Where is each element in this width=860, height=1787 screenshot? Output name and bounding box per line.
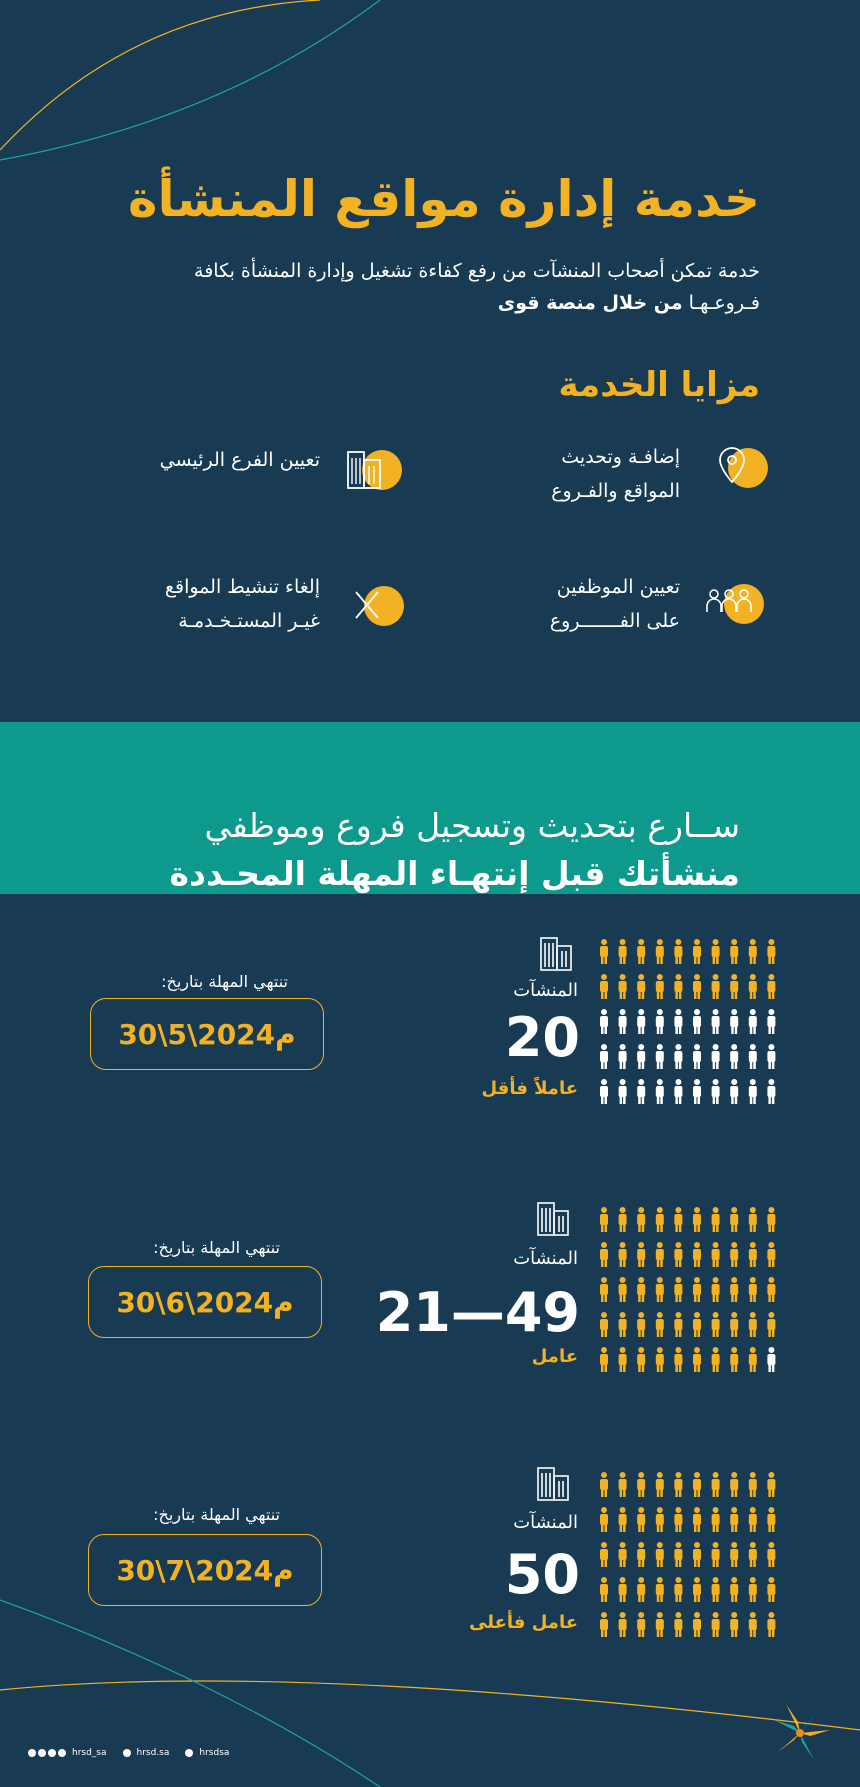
person-icon [674, 1472, 682, 1497]
person-icon [730, 1312, 738, 1337]
person-icon [656, 1347, 664, 1372]
person-icon [600, 1507, 608, 1532]
person-icon [656, 1079, 664, 1104]
person-icon [749, 1277, 757, 1302]
person-icon [637, 974, 645, 999]
person-icon [619, 1079, 627, 1104]
person-icon [637, 1079, 645, 1104]
snapchat-group [185, 1748, 229, 1758]
close-x-icon [348, 578, 412, 634]
person-icon [730, 974, 738, 999]
snapchat-icon [185, 1749, 193, 1757]
footer-handle-3: hrsdsa [199, 1748, 230, 1758]
intro-text [80, 255, 760, 319]
person-icon [656, 1612, 664, 1637]
tier-3-number: 50 [504, 1543, 580, 1606]
person-icon [712, 1079, 720, 1104]
person-icon [674, 1612, 682, 1637]
feature-assign-main-branch: تعيين الفرع الرئيسي [159, 449, 320, 471]
person-icon [656, 939, 664, 964]
person-icon [637, 939, 645, 964]
person-icon [656, 1542, 664, 1567]
person-icon [656, 1009, 664, 1034]
person-icon [600, 1044, 608, 1069]
person-icon [674, 1277, 682, 1302]
person-icon [730, 1207, 738, 1232]
banner-line-2: منشأتك قبل إنتهـاء المهلة المحـددة [169, 854, 740, 893]
feature-deactivate-locations: إلغاء تنشيط المواقع غيـر المستـخـدمـة [164, 576, 320, 632]
person-icon [730, 1242, 738, 1267]
page-title: خدمة إدارة مواقع المنشأة [127, 170, 760, 228]
person-icon [767, 1612, 775, 1637]
person-icon [619, 974, 627, 999]
tier-1-deadline-label: تنتهي المهلة بتاريخ: [161, 972, 288, 991]
person-icon [619, 1347, 627, 1372]
tier-2-sub: عامل [531, 1346, 578, 1367]
person-icon [749, 1242, 757, 1267]
person-icon [693, 1577, 701, 1602]
person-icon [656, 1242, 664, 1267]
person-icon [674, 1079, 682, 1104]
person-icon [619, 1044, 627, 1069]
tier-3-deadline-box [88, 1534, 322, 1606]
youtube-icon [38, 1749, 46, 1757]
person-icon [693, 1277, 701, 1302]
person-icon [749, 1312, 757, 1337]
building-icon [340, 442, 404, 498]
footer-social [28, 1748, 229, 1758]
person-icon [674, 1044, 682, 1069]
employees-icon [700, 576, 764, 632]
footer-handle-1: hrsd_sa [72, 1748, 107, 1758]
person-icon [749, 1507, 757, 1532]
person-icon [749, 1347, 757, 1372]
person-icon [637, 1577, 645, 1602]
person-icon [637, 1207, 645, 1232]
person-icon [674, 1542, 682, 1567]
features-title: مزايا الخدمة [558, 365, 760, 405]
person-icon [767, 1542, 775, 1567]
person-icon [619, 1612, 627, 1637]
person-icon [656, 1312, 664, 1337]
people-grid-svg [595, 1205, 785, 1380]
person-icon [712, 1542, 720, 1567]
tier-3-people-grid [595, 1470, 785, 1645]
person-icon [693, 1242, 701, 1267]
person-icon [767, 1312, 775, 1337]
person-icon [656, 1044, 664, 1069]
person-icon [712, 1312, 720, 1337]
person-icon [656, 1207, 664, 1232]
person-icon [693, 939, 701, 964]
tier-building-icon [535, 1200, 571, 1242]
person-icon [693, 1472, 701, 1497]
person-icon [656, 1277, 664, 1302]
person-icon [749, 974, 757, 999]
person-icon [767, 1009, 775, 1034]
person-icon [674, 1507, 682, 1532]
person-icon [674, 939, 682, 964]
person-icon [767, 974, 775, 999]
person-icon [712, 1277, 720, 1302]
person-icon [637, 1044, 645, 1069]
person-icon [730, 1542, 738, 1567]
person-icon [674, 1347, 682, 1372]
person-icon [749, 1612, 757, 1637]
tier-2-deadline-box [88, 1266, 322, 1338]
person-icon [730, 1277, 738, 1302]
person-icon [767, 1347, 775, 1372]
person-icon [619, 1312, 627, 1337]
person-icon [767, 1242, 775, 1267]
person-icon [712, 1009, 720, 1034]
person-icon [600, 1277, 608, 1302]
person-icon [637, 1507, 645, 1532]
person-icon [619, 1242, 627, 1267]
person-icon [674, 1242, 682, 1267]
person-icon [730, 1044, 738, 1069]
person-icon [600, 939, 608, 964]
person-icon [674, 1207, 682, 1232]
tier-3-deadline: 30\7\2024م [116, 1553, 294, 1587]
intro-line-2-plain: فـروعـهـا [682, 292, 760, 314]
person-icon [600, 1472, 608, 1497]
person-icon [600, 1207, 608, 1232]
intro-line-2 [80, 287, 760, 319]
person-icon [730, 1507, 738, 1532]
tier-building-icon [538, 935, 574, 977]
person-icon [600, 974, 608, 999]
tier-2-number: 49—21 [375, 1281, 580, 1344]
person-icon [619, 1542, 627, 1567]
person-icon [712, 1507, 720, 1532]
person-icon [693, 974, 701, 999]
tier-1-deadline-box [90, 998, 324, 1070]
person-icon [712, 974, 720, 999]
person-icon [767, 1507, 775, 1532]
person-icon [637, 1277, 645, 1302]
person-icon [730, 1009, 738, 1034]
person-icon [730, 1079, 738, 1104]
person-icon [749, 1044, 757, 1069]
tier-1-deadline: 30\5\2024م [118, 1017, 296, 1051]
person-icon [619, 1277, 627, 1302]
person-icon [619, 1507, 627, 1532]
person-icon [600, 1079, 608, 1104]
tier-1-people-grid [595, 937, 785, 1112]
person-icon [619, 939, 627, 964]
person-icon [693, 1207, 701, 1232]
person-icon [637, 1312, 645, 1337]
person-icon [600, 1242, 608, 1267]
person-icon [637, 1542, 645, 1567]
person-icon [674, 1009, 682, 1034]
person-icon [767, 1577, 775, 1602]
person-icon [637, 1242, 645, 1267]
person-icon [693, 1009, 701, 1034]
person-icon [637, 1612, 645, 1637]
person-icon [749, 1207, 757, 1232]
person-icon [637, 1009, 645, 1034]
person-icon [730, 1472, 738, 1497]
person-icon [600, 1612, 608, 1637]
person-icon [600, 1347, 608, 1372]
person-icon [730, 1612, 738, 1637]
person-icon [712, 1347, 720, 1372]
person-icon [749, 1577, 757, 1602]
person-icon [656, 1507, 664, 1532]
person-icon [600, 1577, 608, 1602]
tier-1-sub: عاملاً فأقل [481, 1078, 578, 1099]
person-icon [637, 1347, 645, 1372]
person-icon [600, 1312, 608, 1337]
person-icon [619, 1472, 627, 1497]
person-icon [712, 939, 720, 964]
x-icon [28, 1749, 36, 1757]
person-icon [656, 1577, 664, 1602]
person-icon [749, 939, 757, 964]
facebook-icon [48, 1749, 56, 1757]
person-icon [674, 974, 682, 999]
person-icon [656, 974, 664, 999]
person-icon [767, 1079, 775, 1104]
person-icon [600, 1542, 608, 1567]
tier-building-icon [535, 1465, 571, 1507]
person-icon [619, 1009, 627, 1034]
tiktok-group [123, 1748, 170, 1758]
person-icon [693, 1612, 701, 1637]
tier-1-label: المنشآت [513, 980, 578, 1001]
person-icon [767, 1207, 775, 1232]
person-icon [693, 1312, 701, 1337]
person-icon [749, 1542, 757, 1567]
tier-2-deadline: 30\6\2024م [116, 1285, 294, 1319]
feature-assign-employees: تعيين الموظفين على الفـــــــروع [549, 576, 680, 632]
banner-line-1: ســارع بتحديث وتسجيل فروع وموظفي [204, 806, 740, 845]
person-icon [674, 1577, 682, 1602]
person-icon [767, 1277, 775, 1302]
person-icon [767, 1472, 775, 1497]
feature-add-update-locations: إضافـة وتحديث المواقع والفـروع [551, 446, 680, 502]
tiktok-icon [123, 1749, 131, 1757]
person-icon [619, 1577, 627, 1602]
tier-2-people-grid [595, 1205, 785, 1380]
person-icon [712, 1472, 720, 1497]
person-icon [693, 1079, 701, 1104]
tier-1-number: 20 [504, 1006, 580, 1069]
person-icon [767, 1044, 775, 1069]
social-icons [28, 1748, 107, 1758]
person-icon [693, 1044, 701, 1069]
person-icon [712, 1612, 720, 1637]
person-icon [749, 1079, 757, 1104]
person-icon [693, 1507, 701, 1532]
person-icon [767, 939, 775, 964]
person-icon [619, 1207, 627, 1232]
banner-text [170, 754, 740, 946]
person-icon [730, 1347, 738, 1372]
person-icon [637, 1472, 645, 1497]
location-pin-icon [708, 440, 772, 496]
person-icon [712, 1577, 720, 1602]
intro-line-2-bold: من خلال منصة قوى [497, 292, 683, 314]
person-icon [730, 939, 738, 964]
tier-3-label: المنشآت [513, 1512, 578, 1533]
people-grid-svg [595, 937, 785, 1112]
person-icon [712, 1207, 720, 1232]
person-icon [712, 1242, 720, 1267]
person-icon [693, 1347, 701, 1372]
person-icon [674, 1312, 682, 1337]
people-grid-svg [595, 1470, 785, 1645]
person-icon [600, 1009, 608, 1034]
tier-2-label: المنشآت [513, 1248, 578, 1269]
intro-line-1: خدمة تمكن أصحاب المنشآت من رفع كفاءة تشغيل وإدارة المنشأة بكافة [194, 260, 760, 282]
person-icon [749, 1472, 757, 1497]
tier-3-deadline-label: تنتهي المهلة بتاريخ: [153, 1505, 280, 1524]
person-icon [730, 1577, 738, 1602]
tier-2-deadline-label: تنتهي المهلة بتاريخ: [153, 1238, 280, 1257]
tier-3-sub: عامل فأعلى [469, 1612, 578, 1633]
person-icon [656, 1472, 664, 1497]
person-icon [693, 1542, 701, 1567]
person-icon [712, 1044, 720, 1069]
instagram-icon [58, 1749, 66, 1757]
footer-handle-2: hrsd.sa [136, 1748, 170, 1758]
ministry-logo [764, 1700, 836, 1766]
person-icon [749, 1009, 757, 1034]
